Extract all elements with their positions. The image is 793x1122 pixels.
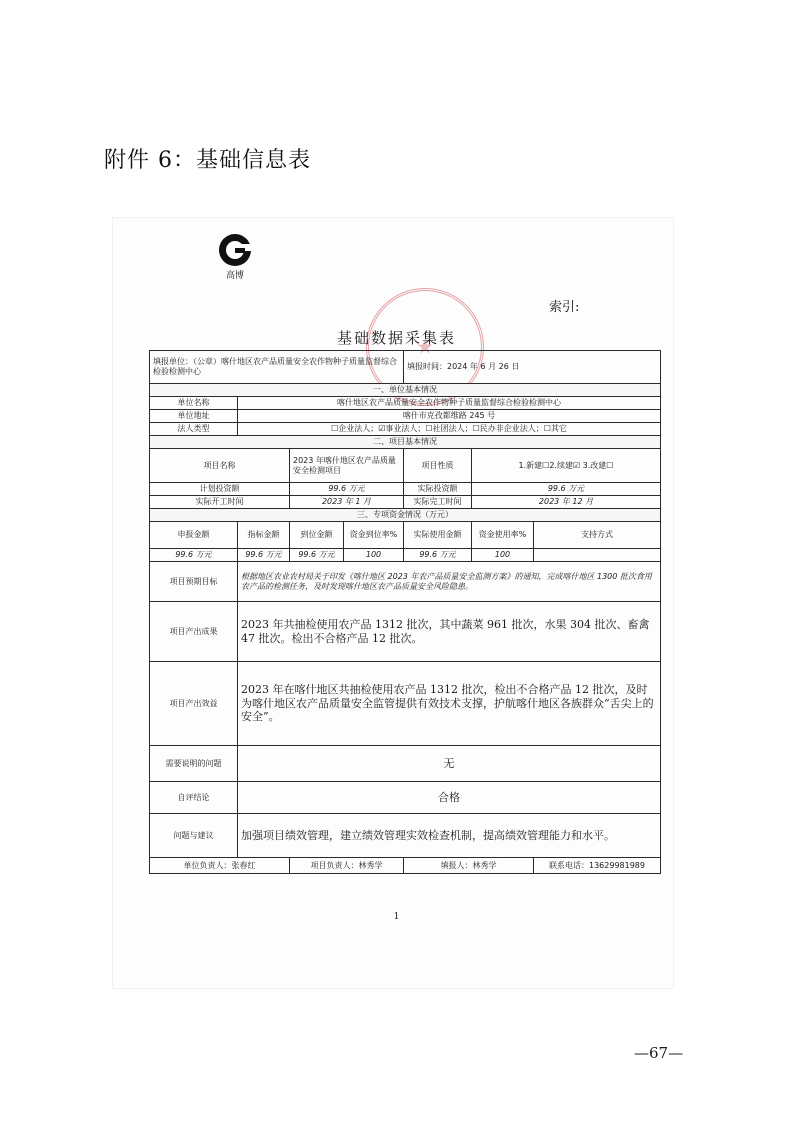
funds-value-cell: 100 bbox=[344, 549, 404, 562]
benefit-value: 2023 年在喀什地区共抽检使用农产品 1312 批次，检出不合格产品 12 批次，及时为喀什地区农产品质量安全监管提供有效技术支撑，护航喀什地区各族群众“舌尖上的安全”。 bbox=[238, 662, 661, 746]
funds-header-cell: 到位金额 bbox=[290, 522, 344, 549]
self-eval-value: 合格 bbox=[238, 782, 661, 814]
index-label: 索引: bbox=[549, 300, 580, 315]
project-nature-value: 1.新建☐2.续建☑ 3.改建☐ bbox=[472, 449, 661, 483]
funds-value-cell bbox=[534, 549, 661, 562]
start-time-label: 实际开工时间 bbox=[150, 496, 290, 509]
funds-value-cell: 99.6 万元 bbox=[290, 549, 344, 562]
actual-invest-value: 99.6 万元 bbox=[472, 483, 661, 496]
issue-label: 需要说明的问题 bbox=[150, 746, 238, 782]
date-label: 填报时间： bbox=[407, 362, 447, 371]
section-unit-heading: 一、单位基本情况 bbox=[150, 384, 661, 397]
funds-value-row bbox=[150, 549, 661, 562]
funds-header-cell: 实际使用金额 bbox=[404, 522, 472, 549]
advice-label: 问题与建议 bbox=[150, 814, 238, 858]
start-time-value: 2023 年 1 月 bbox=[290, 496, 404, 509]
funds-value-cell: 99.6 万元 bbox=[404, 549, 472, 562]
issue-value: 无 bbox=[238, 746, 661, 782]
plan-invest-value: 99.6 万元 bbox=[290, 483, 404, 496]
project-name-label: 项目名称 bbox=[150, 449, 290, 483]
svg-text:高博: 高博 bbox=[225, 271, 245, 281]
project-head: 项目负责人：林秀学 bbox=[290, 858, 404, 874]
page-heading: 附件 6：基础信息表 bbox=[104, 148, 311, 173]
funds-header-cell: 申报金额 bbox=[150, 522, 238, 549]
form-title: 基础数据采集表 bbox=[336, 329, 456, 347]
section-funds-heading: 三、专项资金情况（万元） bbox=[150, 509, 661, 522]
funds-header-cell: 资金到位率% bbox=[344, 522, 404, 549]
form-header-row bbox=[150, 351, 661, 384]
unit-name-value: 喀什地区农产品质量安全农作物种子质量监督综合检验检测中心 bbox=[238, 397, 661, 410]
funds-header-row bbox=[150, 522, 661, 549]
reporter-label: 填报单位： bbox=[153, 357, 193, 366]
output-value: 2023 年共抽检使用农产品 1312 批次，其中蔬菜 961 批次，水果 304 批次、畜禽 47 批次。检出不合格产品 12 批次。 bbox=[238, 602, 661, 662]
page-number: —67— bbox=[634, 1044, 684, 1062]
funds-header-cell: 指标金额 bbox=[238, 522, 290, 549]
unit-head: 单位负责人：张春红 bbox=[150, 858, 290, 874]
reporter-value: （公章）喀什地区农产品质量安全农作物种子质量监督综合检验检测中心 bbox=[153, 357, 397, 376]
end-time-value: 2023 年 12 月 bbox=[472, 496, 661, 509]
project-nature-label: 项目性质 bbox=[404, 449, 472, 483]
output-label: 项目产出成果 bbox=[150, 602, 238, 662]
unit-address-value: 喀什市克孜都维路 245 号 bbox=[238, 410, 661, 423]
contact-phone: 联系电话：13629981989 bbox=[534, 858, 661, 874]
legal-type-value: ☐企业法人；☑事业法人；☐社团法人；☐民办非企业法人；☐其它 bbox=[238, 423, 661, 436]
date-value: 2024 年 6 月 26 日 bbox=[447, 362, 520, 371]
date-cell bbox=[404, 351, 661, 384]
legal-type-label: 法人类型 bbox=[150, 423, 238, 436]
advice-value: 加强项目绩效管理，建立绩效管理实效检查机制，提高绩效管理能力和水平。 bbox=[238, 814, 661, 858]
section-project-heading: 二、项目基本情况 bbox=[150, 436, 661, 449]
goal-label: 项目预期目标 bbox=[150, 562, 238, 602]
funds-value-cell: 99.6 万元 bbox=[150, 549, 238, 562]
unit-name-label: 单位名称 bbox=[150, 397, 238, 410]
basic-data-form bbox=[149, 350, 661, 874]
goal-value: 根据地区农业农村局关于印发《喀什地区 2023 年农产品质量安全监测方案》的通知，完成喀什地区 1300 批次食用农产品的检测任务，及时发现喀什地区农产品质量安全风险隐患。 bbox=[238, 562, 661, 602]
end-time-label: 实际完工时间 bbox=[404, 496, 472, 509]
funds-header-cell: 支持方式 bbox=[534, 522, 661, 549]
funds-value-cell: 100 bbox=[472, 549, 534, 562]
logo-g-icon bbox=[215, 232, 255, 282]
inner-page-number: 1 bbox=[393, 912, 400, 922]
self-eval-label: 自评结论 bbox=[150, 782, 238, 814]
company-logo bbox=[215, 232, 255, 282]
funds-value-cell: 99.6 万元 bbox=[238, 549, 290, 562]
signer-row bbox=[150, 858, 661, 874]
funds-header-cell: 资金使用率% bbox=[472, 522, 534, 549]
reporter-cell bbox=[150, 351, 404, 384]
plan-invest-label: 计划投资额 bbox=[150, 483, 290, 496]
project-name-value: 2023 年喀什地区农产品质量安全检测项目 bbox=[290, 449, 404, 483]
benefit-label: 项目产出效益 bbox=[150, 662, 238, 746]
unit-address-label: 单位地址 bbox=[150, 410, 238, 423]
actual-invest-label: 实际投资额 bbox=[404, 483, 472, 496]
filler: 填报人：林秀学 bbox=[404, 858, 534, 874]
